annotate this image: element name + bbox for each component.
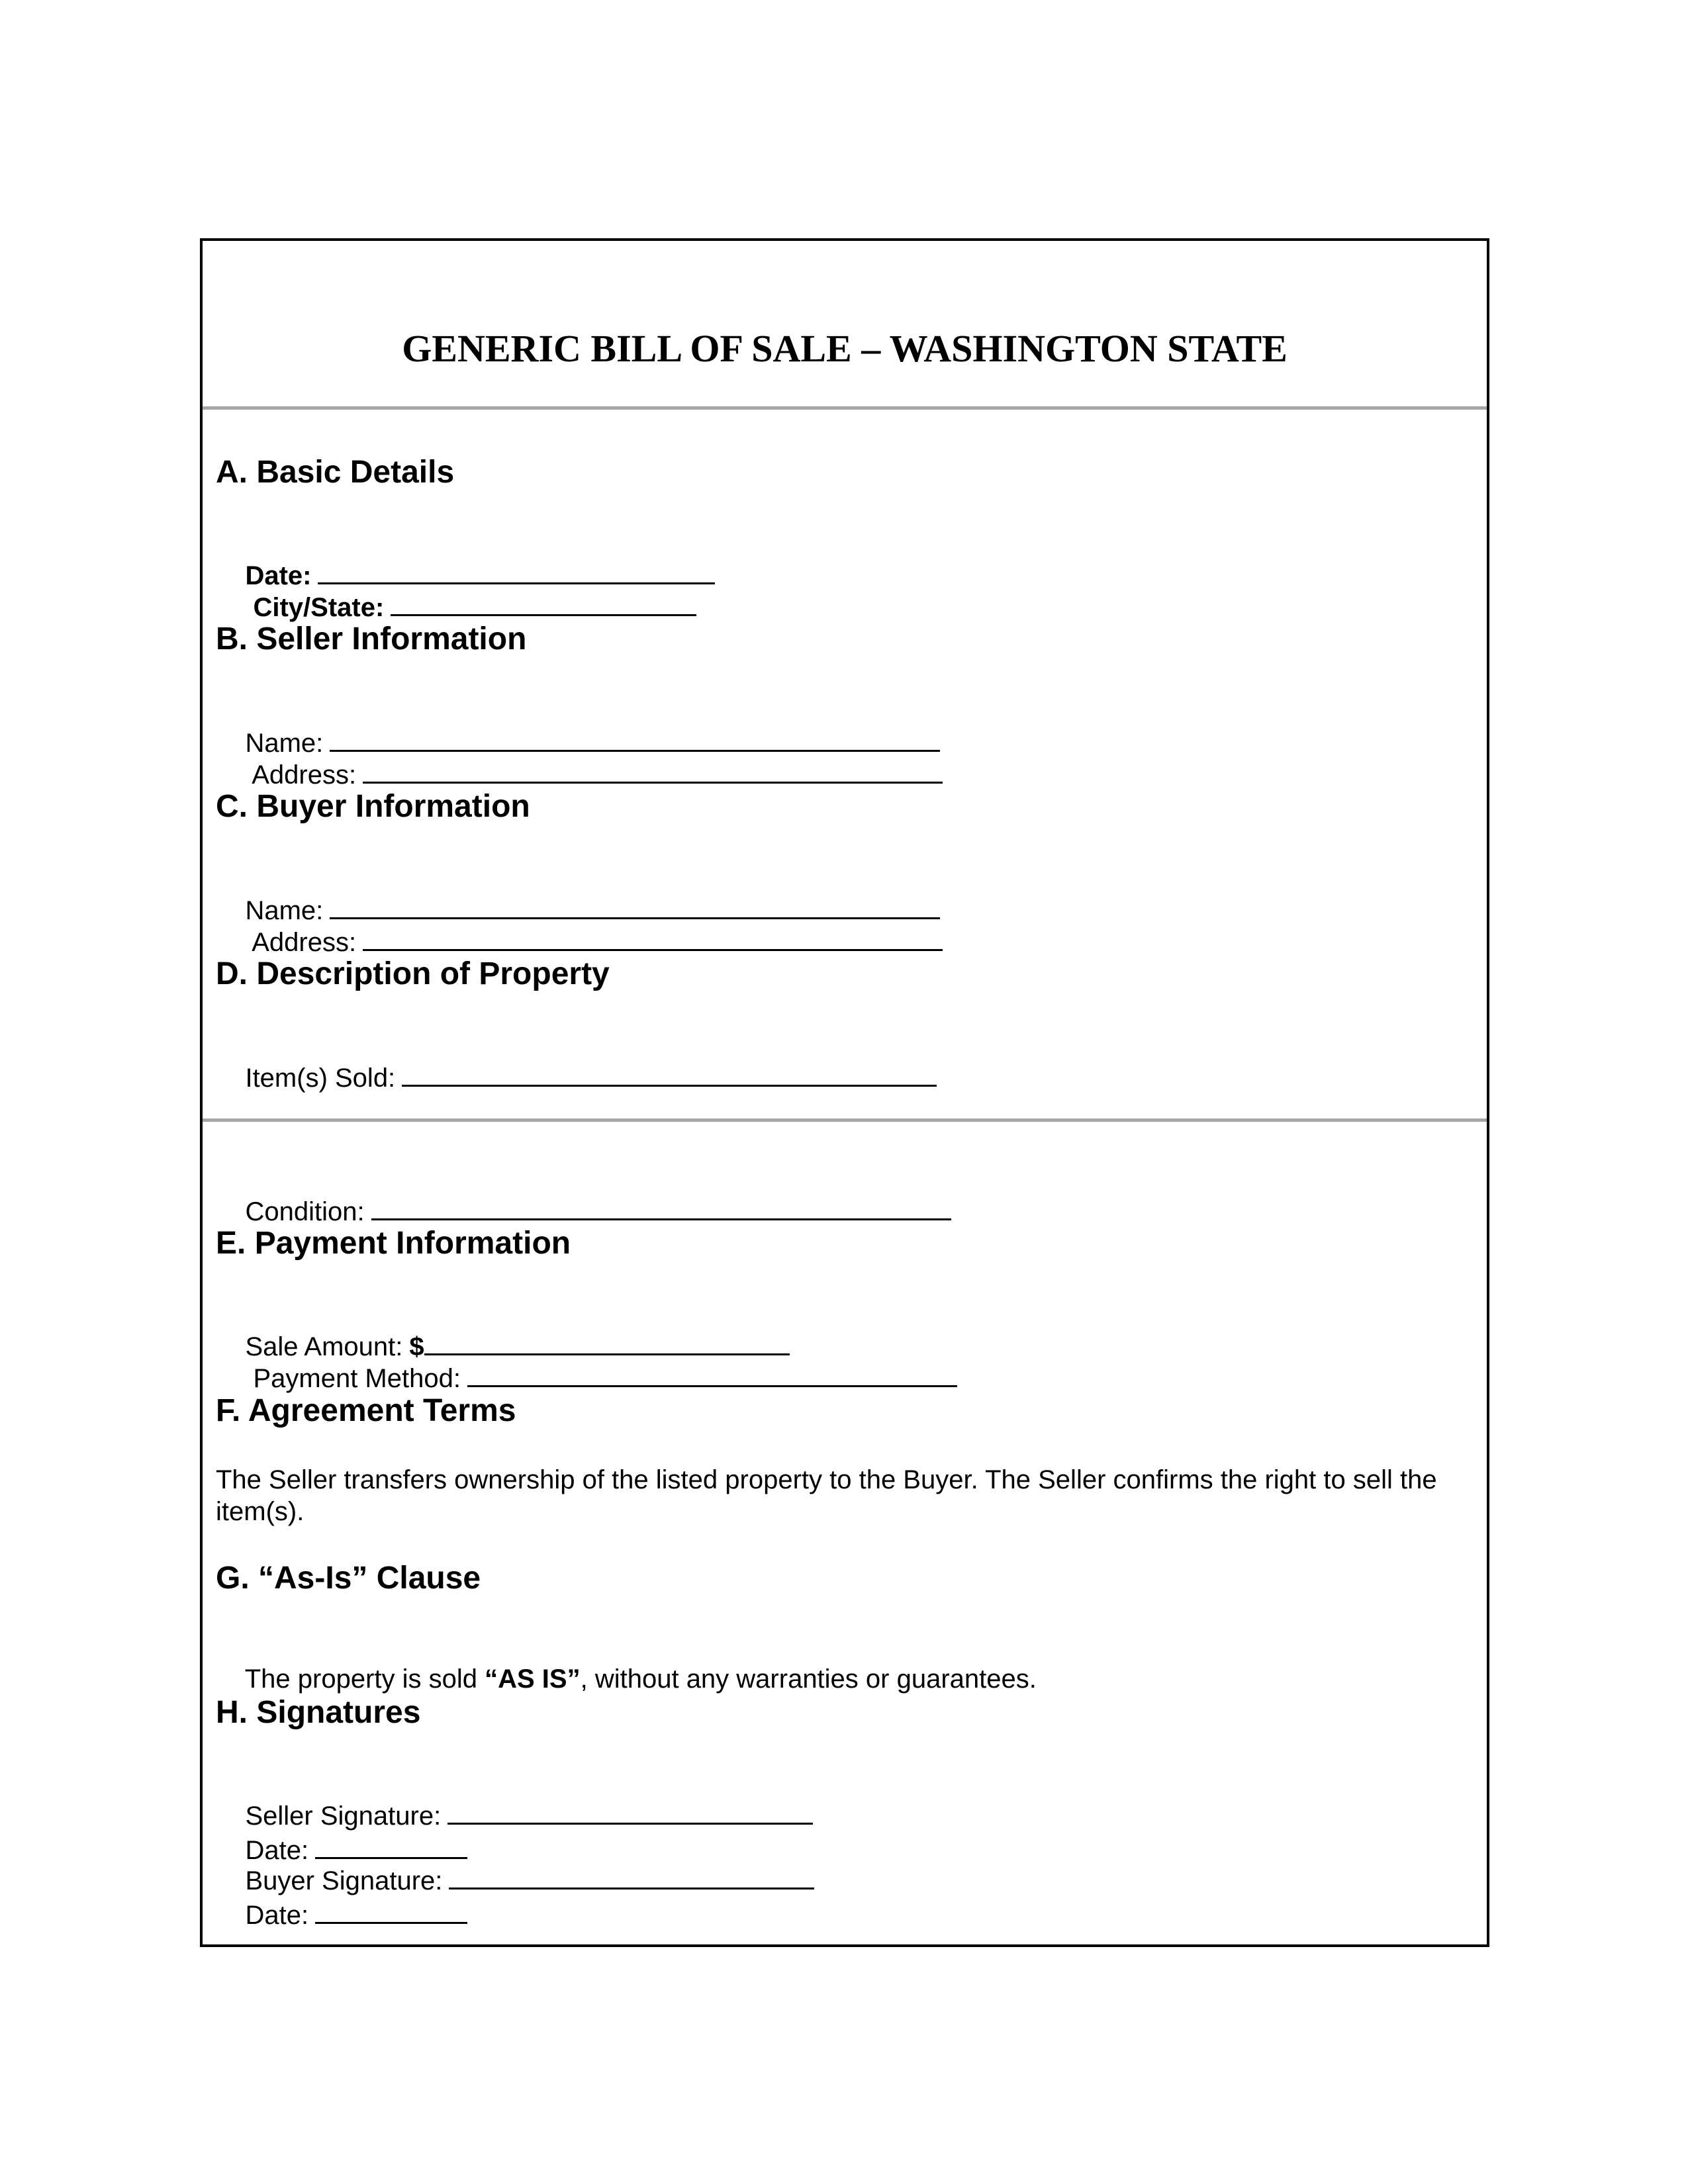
items-sold-label: Item(s) Sold: [245, 1064, 396, 1093]
buyer-signature-field-row [216, 1831, 814, 1963]
sale-amount-label: Sale Amount: [245, 1332, 403, 1361]
condition-label: Condition: [245, 1197, 365, 1226]
section-heading-payment-information: E. Payment Information [216, 1226, 571, 1261]
seller-address-input-line[interactable] [363, 756, 943, 784]
payment-method-input-line[interactable] [467, 1360, 957, 1387]
seller-address-label: Address: [252, 760, 357, 790]
currency-symbol: $ [409, 1332, 424, 1361]
section-heading-buyer-information: C. Buyer Information [216, 789, 530, 824]
seller-signature-date-label: Date: [245, 1836, 309, 1865]
city-state-label: City/State: [253, 593, 385, 622]
buyer-address-input-line[interactable] [363, 924, 943, 951]
buyer-address-label: Address: [252, 928, 357, 957]
section-heading-signatures: H. Signatures [216, 1695, 421, 1730]
as-is-emphasis: “AS IS” [485, 1664, 581, 1694]
section-heading-as-is-clause: G. “As-Is” Clause [216, 1561, 481, 1596]
seller-signature-input-line[interactable] [447, 1797, 813, 1825]
payment-method-label: Payment Method: [253, 1364, 461, 1393]
section-heading-description-of-property: D. Description of Property [216, 956, 610, 991]
items-sold-input-line[interactable] [402, 1060, 937, 1087]
items-sold-field-row [216, 1028, 937, 1126]
city-state-input-line[interactable] [391, 589, 696, 616]
agreement-terms-text: The Seller transfers ownership of the listed property to the Buyer. The Seller confirms the right to sell the item(s). [216, 1465, 1437, 1526]
section-divider [203, 1118, 1487, 1122]
bill-of-sale-form [200, 238, 1489, 1947]
document-title: GENERIC BILL OF SALE – WASHINGTON STATE [402, 327, 1288, 370]
section-heading-seller-information: B. Seller Information [216, 621, 527, 657]
buyer-signature-date-input-line[interactable] [315, 1897, 467, 1924]
condition-input-line[interactable] [371, 1193, 951, 1220]
section-heading-agreement-terms: F. Agreement Terms [216, 1393, 516, 1428]
section-heading-basic-details: A. Basic Details [216, 455, 455, 490]
date-label: Date: [245, 561, 312, 590]
buyer-name-label: Name: [245, 896, 324, 925]
title-divider [203, 406, 1487, 410]
seller-signature-label: Seller Signature: [245, 1801, 442, 1831]
as-is-text-before: The property is sold [244, 1664, 485, 1694]
as-is-text-after: , without any warranties or guarantees. [580, 1664, 1037, 1694]
buyer-signature-label: Buyer Signature: [245, 1866, 443, 1895]
seller-name-label: Name: [245, 729, 324, 758]
buyer-signature-date-label: Date: [245, 1901, 309, 1930]
buyer-signature-input-line[interactable] [449, 1862, 814, 1889]
